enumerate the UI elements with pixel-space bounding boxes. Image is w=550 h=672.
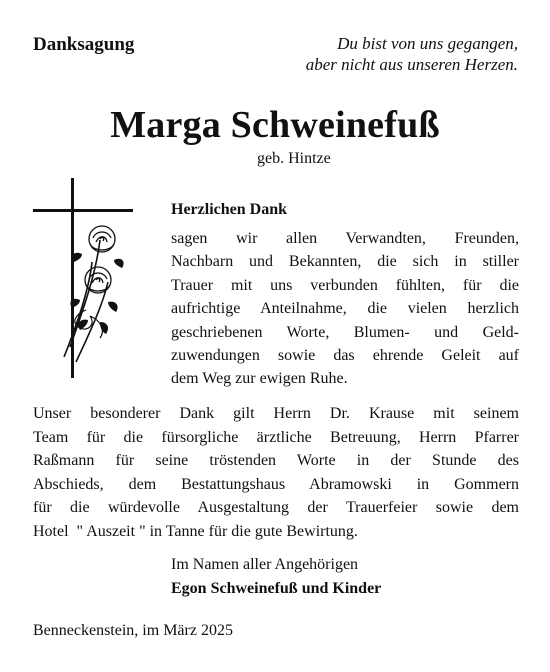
deceased-name: Marga Schweinefuß — [110, 104, 440, 146]
special-line: Raßmann für seine tröstenden Worte in der Stunde des — [33, 452, 519, 469]
place-date: Benneckenstein, im März 2025 — [33, 622, 233, 639]
thanks-line: Nachbarn und Bekannten, die sich in stiller — [171, 253, 519, 271]
thanks-line: zuwendungen sowie das ehrende Geleit auf — [171, 347, 519, 365]
special-thanks — [33, 402, 519, 543]
special-line: Abschieds, dem Bestattungshaus Abramowski in Gommern — [33, 475, 519, 493]
special-line: Team für die fürsorgliche ärztliche Betreuung, Herrn Pfarrer — [33, 428, 519, 446]
special-line: Hotel " Auszeit " in Tanne für die gute Bewirtung. — [33, 522, 358, 540]
thanks-title: Herzlichen Dank — [171, 201, 287, 218]
thanks-line: aufrichtige Anteilnahme, die vielen herzlich — [171, 300, 519, 318]
thanks-line: dem Weg zur ewigen Ruhe. — [171, 370, 348, 388]
motto — [306, 33, 518, 75]
special-line: Unser besonderer Dank gilt Herrn Dr. Krause mit seinem — [33, 405, 519, 422]
maiden-name: geb. Hintze — [257, 150, 331, 167]
notice-heading: Danksagung — [33, 34, 135, 55]
thanks-line: Trauer mit uns verbunden fühlten, für die — [171, 276, 519, 294]
thanks-text — [171, 227, 519, 391]
on-behalf-line: Im Namen aller Angehörigen — [171, 556, 359, 573]
motto-line-2: aber nicht aus unseren Herzen. — [305, 55, 518, 74]
signer-name: Egon Schweinefuß und Kinder — [171, 580, 382, 597]
special-line: für die würdevolle Ausgestaltung der Trauerfeier sowie dem — [33, 499, 519, 516]
motto-line-1: Du bist von uns gegangen, — [337, 34, 518, 53]
thanks-line: geschriebenen Worte, Blumen- und Geld- — [171, 323, 519, 341]
thanks-line: sagen wir allen Verwandten, Freunden, — [171, 230, 519, 247]
cross-with-roses-icon — [30, 172, 150, 382]
